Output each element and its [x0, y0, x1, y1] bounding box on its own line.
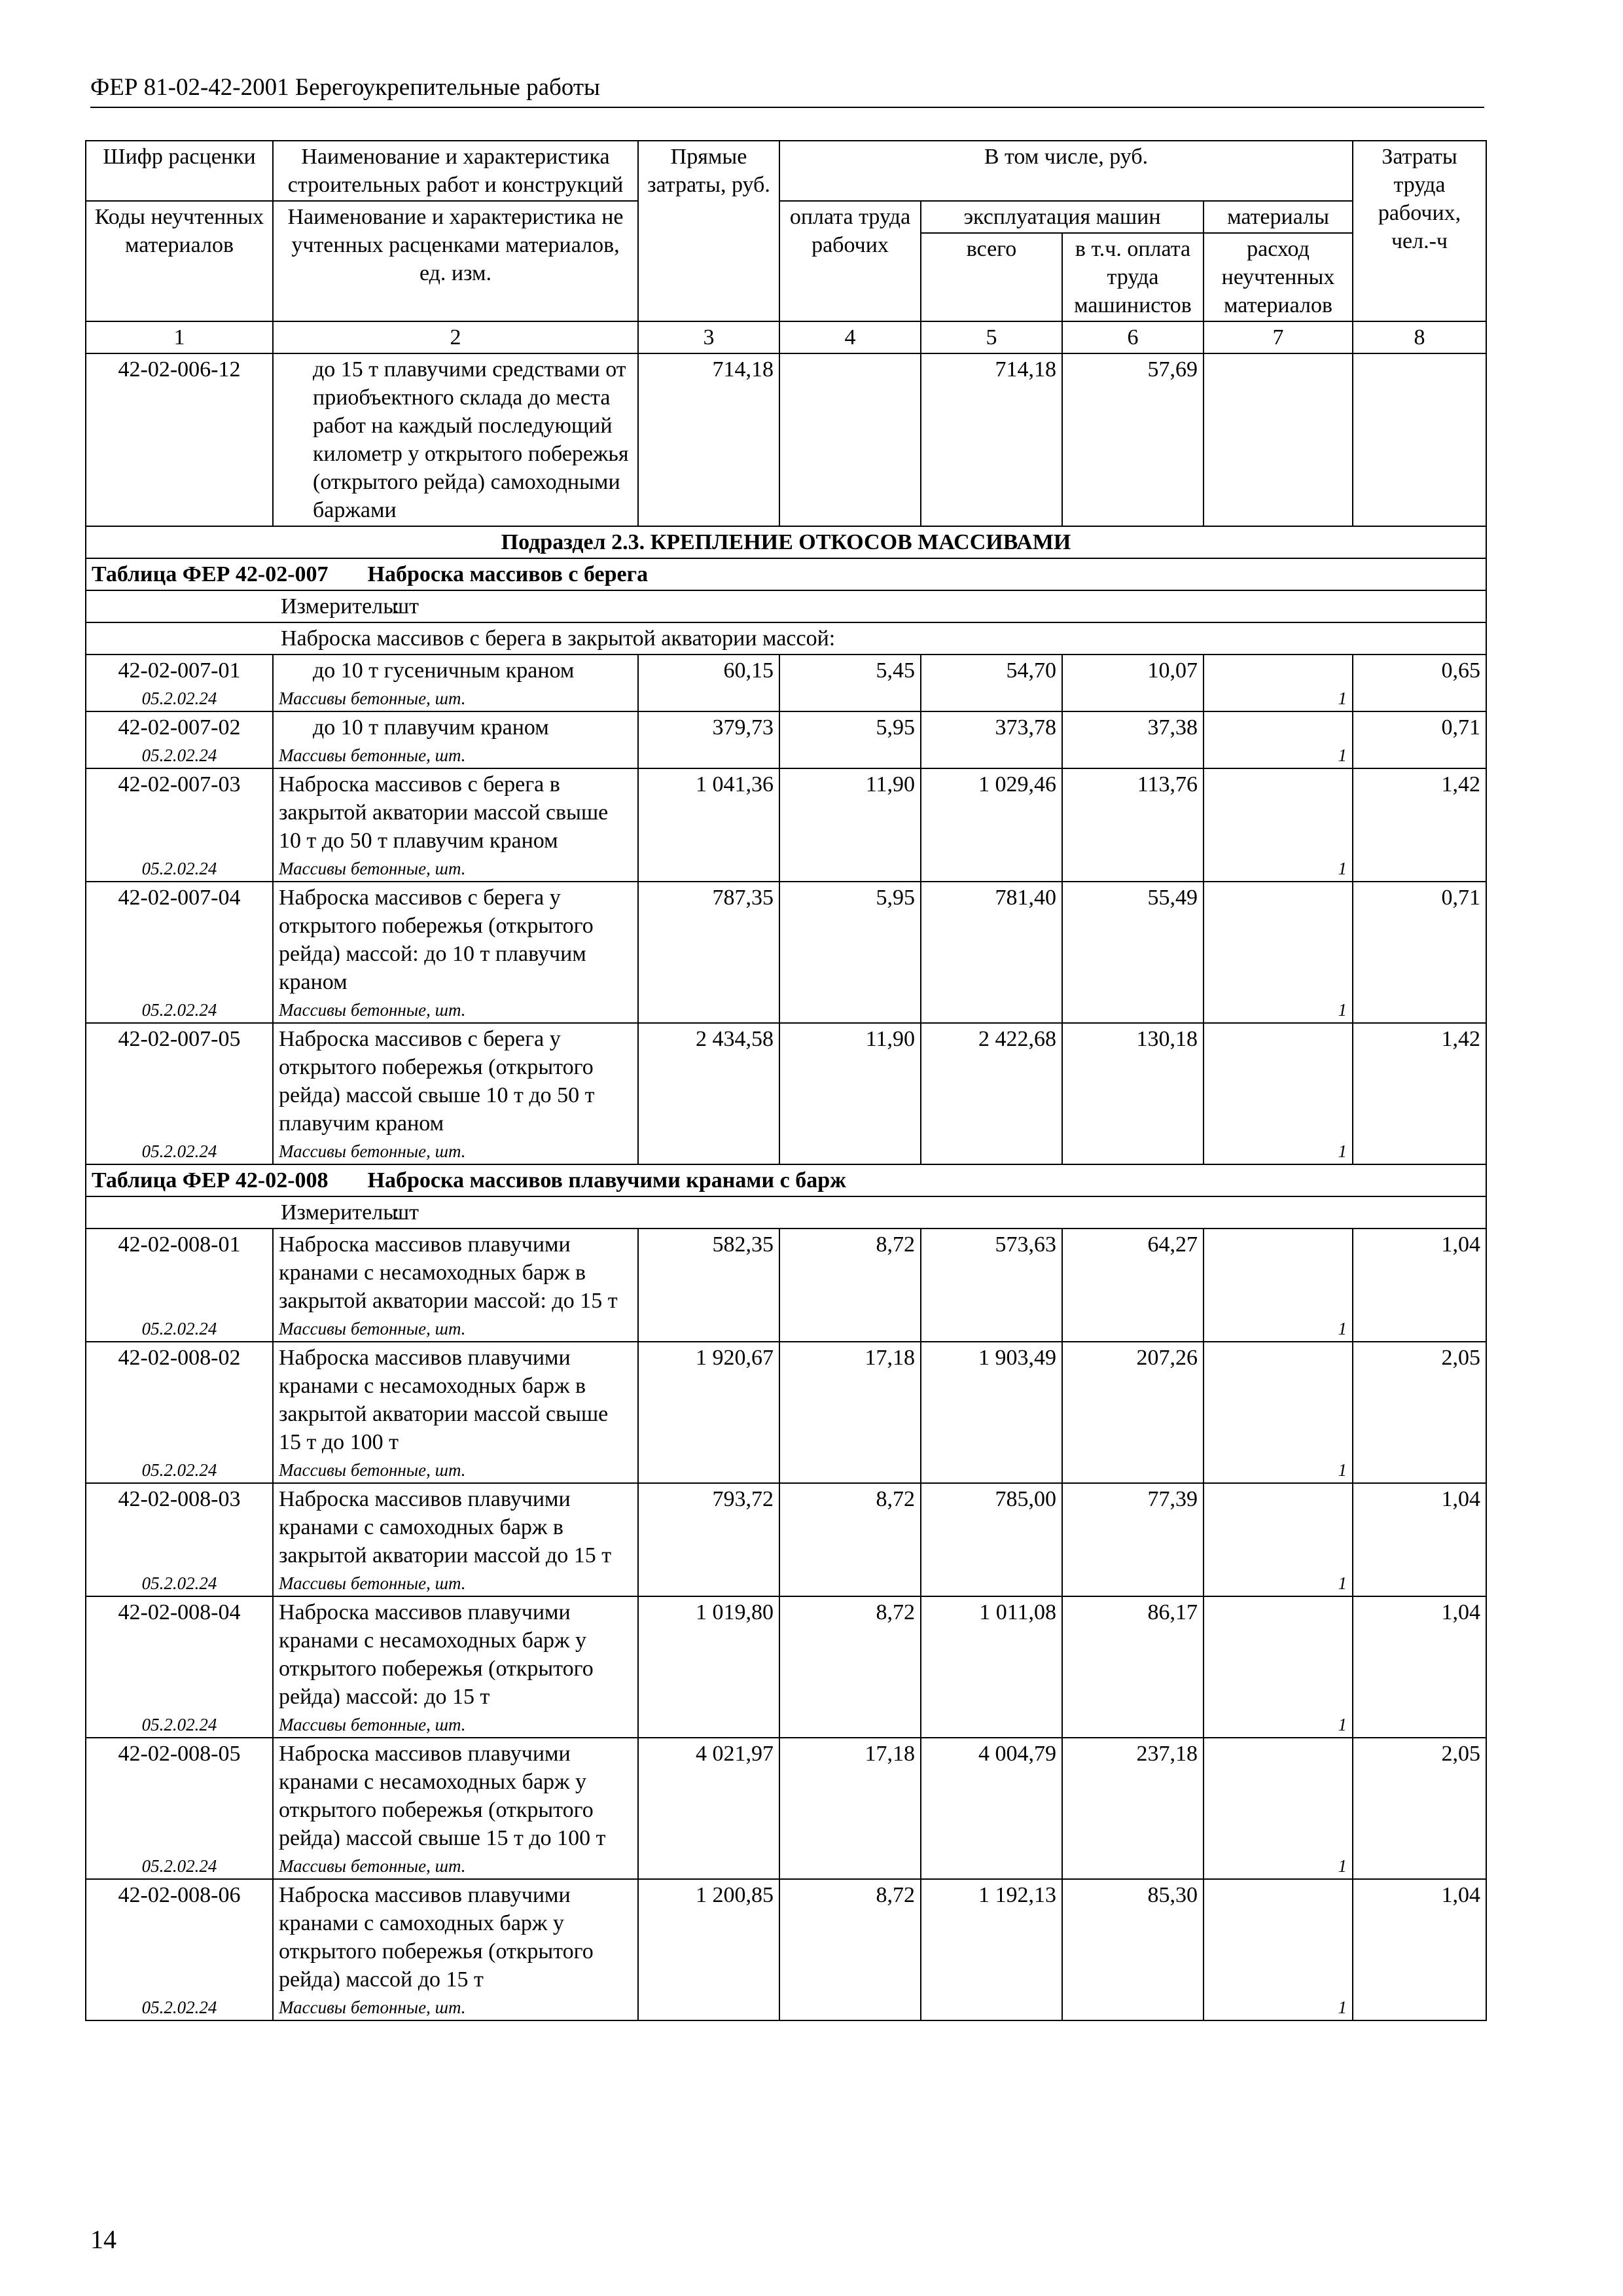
header-consumption: расход неучтенных материалов — [1204, 233, 1353, 321]
rate-code: 42-02-008-03 — [86, 1483, 273, 1571]
measure-spacer — [86, 1196, 273, 1229]
page-number: 14 — [90, 2225, 116, 2254]
table-008-measure — [273, 1196, 1486, 1229]
rate-hours — [1353, 353, 1486, 526]
rate-direct: 714,18 — [638, 353, 779, 526]
rate-row — [86, 1596, 1486, 1712]
material-name: Массивы бетонные, шт. — [273, 1712, 638, 1738]
material-qty: 1 — [1204, 1229, 1353, 1342]
rate-hours: 0,65 — [1353, 655, 1486, 711]
page-header: ФЕР 81-02-42-2001 Берегоукрепительные работы — [90, 73, 1484, 108]
rate-name: до 10 т плавучим краном — [273, 711, 638, 743]
table-008-name: Наброска массивов плавучими кранами с барж — [367, 1168, 846, 1193]
measure-spacer — [86, 590, 273, 622]
rate-row — [86, 1879, 1486, 1995]
rate-machinists: 237,18 — [1062, 1738, 1204, 1879]
material-qty: 1 — [1204, 1596, 1353, 1738]
rate-machinists: 113,76 — [1062, 768, 1204, 882]
rate-machinists: 10,07 — [1062, 655, 1204, 711]
col-num-4: 4 — [779, 321, 921, 353]
table-007-title-row — [86, 558, 1486, 590]
rate-machinists: 37,38 — [1062, 711, 1204, 768]
rate-machinists: 85,30 — [1062, 1879, 1204, 2020]
rate-name: Наброска массивов с берега в закрытой акватории массой свыше 10 т до 50 т плавучим краном — [273, 768, 638, 856]
rate-machines: 1 029,46 — [921, 768, 1062, 882]
rate-row — [86, 1483, 1486, 1571]
rate-machines: 54,70 — [921, 655, 1062, 711]
rate-machinists: 207,26 — [1062, 1342, 1204, 1483]
rate-row — [86, 882, 1486, 997]
material-code: 05.2.02.24 — [86, 1571, 273, 1596]
material-qty: 1 — [1204, 1023, 1353, 1164]
header-total: всего — [921, 233, 1062, 321]
rate-machines: 1 903,49 — [921, 1342, 1062, 1483]
material-code: 05.2.02.24 — [86, 743, 273, 768]
rate-name: Наброска массивов с берега у открытого побережья (открытого рейда) массой: до 10 т плавучим краном — [273, 882, 638, 997]
rate-machines: 781,40 — [921, 882, 1062, 1023]
rate-code: 42-02-008-04 — [86, 1596, 273, 1712]
material-code: 05.2.02.24 — [86, 997, 273, 1023]
table-008-title — [86, 1164, 1486, 1196]
rate-machines: 1 192,13 — [921, 1879, 1062, 2020]
material-qty: 1 — [1204, 1879, 1353, 2020]
rate-direct: 2 434,58 — [638, 1023, 779, 1164]
table-007-measure-row — [86, 590, 1486, 622]
rate-labor: 5,45 — [779, 655, 921, 711]
rate-machinists: 64,27 — [1062, 1229, 1204, 1342]
material-name: Массивы бетонные, шт. — [273, 1458, 638, 1483]
table-007-name: Наброска массивов с берега — [367, 562, 649, 586]
rate-row — [86, 1342, 1486, 1458]
col-num-1: 1 — [86, 321, 273, 353]
material-qty: 1 — [1204, 655, 1353, 711]
header-incl: В том числе, руб. — [779, 141, 1353, 201]
rate-name: Наброска массивов с берега у открытого побережья (открытого рейда) массой свыше 10 т до 50 т плавучим краном — [273, 1023, 638, 1139]
table-007-group-title: Наброска массивов с берега в закрытой акватории массой: — [273, 622, 1486, 655]
material-code: 05.2.02.24 — [86, 1712, 273, 1738]
material-qty: 1 — [1204, 711, 1353, 768]
material-qty: 1 — [1204, 1738, 1353, 1879]
rate-name: Наброска массивов плавучими кранами с несамоходных барж в закрытой акватории массой свыше 15 т до 100 т — [273, 1342, 638, 1458]
table-007-group-row — [86, 622, 1486, 655]
material-code: 05.2.02.24 — [86, 856, 273, 882]
rate-hours: 0,71 — [1353, 711, 1486, 768]
rate-machines: 573,63 — [921, 1229, 1062, 1342]
material-name: Массивы бетонные, шт. — [273, 1995, 638, 2020]
header-direct: Прямые затраты, руб. — [638, 141, 779, 321]
rate-labor: 5,95 — [779, 711, 921, 768]
rate-hours: 2,05 — [1353, 1738, 1486, 1879]
header-row-2 — [86, 201, 1486, 233]
measure-label: Измеритель: — [281, 594, 400, 619]
rate-name: Наброска массивов плавучими кранами с самоходных барж в закрытой акватории массой до 15 т — [273, 1483, 638, 1571]
rate-name: Наброска массивов плавучими кранами с самоходных барж у открытого побережья (открытого рейда) массой до 15 т — [273, 1879, 638, 1995]
material-qty: 1 — [1204, 882, 1353, 1023]
rate-code: 42-02-008-05 — [86, 1738, 273, 1854]
rate-row — [86, 655, 1486, 686]
rate-code: 42-02-007-01 — [86, 655, 273, 686]
material-qty: 1 — [1204, 768, 1353, 882]
rate-name: до 10 т гусеничным краном — [273, 655, 638, 686]
table-007-code: Таблица ФЕР 42-02-007 — [92, 562, 329, 586]
rate-code: 42-02-008-06 — [86, 1879, 273, 1995]
table-007-measure — [273, 590, 1486, 622]
rate-machines: 2 422,68 — [921, 1023, 1062, 1164]
rate-hours: 1,04 — [1353, 1879, 1486, 2020]
header-labor-pay: оплата труда рабочих — [779, 201, 921, 321]
material-name: Массивы бетонные, шт. — [273, 1316, 638, 1342]
measure-unit: шт — [392, 1200, 419, 1225]
material-qty: 1 — [1204, 1483, 1353, 1596]
rate-hours: 1,04 — [1353, 1229, 1486, 1342]
col-num-8: 8 — [1353, 321, 1486, 353]
table-008-measure-row — [86, 1196, 1486, 1229]
rate-machinists: 77,39 — [1062, 1483, 1204, 1596]
rate-hours: 1,42 — [1353, 768, 1486, 882]
rate-direct: 582,35 — [638, 1229, 779, 1342]
rate-machines: 714,18 — [921, 353, 1062, 526]
rate-hours: 1,04 — [1353, 1596, 1486, 1738]
material-code: 05.2.02.24 — [86, 1316, 273, 1342]
rate-direct: 1 019,80 — [638, 1596, 779, 1738]
subsection-row — [86, 526, 1486, 558]
rate-name: Наброска массивов плавучими кранами с несамоходных барж у открытого побережья (открытого рейда) массой: до 15 т — [273, 1596, 638, 1712]
rate-labor: 8,72 — [779, 1596, 921, 1738]
header-materials: материалы — [1204, 201, 1353, 233]
material-code: 05.2.02.24 — [86, 1458, 273, 1483]
rate-labor: 17,18 — [779, 1738, 921, 1879]
rate-labor: 5,95 — [779, 882, 921, 1023]
rate-direct: 787,35 — [638, 882, 779, 1023]
material-name: Массивы бетонные, шт. — [273, 997, 638, 1023]
rate-hours: 0,71 — [1353, 882, 1486, 1023]
col-num-7: 7 — [1204, 321, 1353, 353]
rate-labor: 17,18 — [779, 1342, 921, 1483]
col-num-2: 2 — [273, 321, 638, 353]
rate-code: 42-02-007-03 — [86, 768, 273, 856]
header-labor-cost: Затраты труда рабочих, чел.-ч — [1353, 141, 1486, 321]
rate-direct: 1 920,67 — [638, 1342, 779, 1483]
material-qty: 1 — [1204, 1342, 1353, 1483]
rate-hours: 1,04 — [1353, 1483, 1486, 1596]
material-code: 05.2.02.24 — [86, 1995, 273, 2020]
material-name: Массивы бетонные, шт. — [273, 743, 638, 768]
rate-code: 42-02-007-02 — [86, 711, 273, 743]
rate-machines: 1 011,08 — [921, 1596, 1062, 1738]
column-numbers-row — [86, 321, 1486, 353]
material-name: Массивы бетонные, шт. — [273, 1571, 638, 1596]
rate-row — [86, 1229, 1486, 1316]
col-num-3: 3 — [638, 321, 779, 353]
rate-materials — [1204, 353, 1353, 526]
rate-labor: 8,72 — [779, 1229, 921, 1342]
table-008-code: Таблица ФЕР 42-02-008 — [92, 1168, 329, 1193]
col-num-6: 6 — [1062, 321, 1204, 353]
rate-machines: 4 004,79 — [921, 1738, 1062, 1879]
rate-row — [86, 1023, 1486, 1139]
rate-direct: 793,72 — [638, 1483, 779, 1596]
rate-labor: 8,72 — [779, 1483, 921, 1596]
rate-code: 42-02-007-05 — [86, 1023, 273, 1139]
rate-machinists: 86,17 — [1062, 1596, 1204, 1738]
rate-direct: 1 041,36 — [638, 768, 779, 882]
rate-name: Наброска массивов плавучими кранами с несамоходных барж в закрытой акватории массой: до 15 т — [273, 1229, 638, 1316]
rate-labor — [779, 353, 921, 526]
rate-direct: 379,73 — [638, 711, 779, 768]
table-008-title-row — [86, 1164, 1486, 1196]
rate-code: 42-02-008-01 — [86, 1229, 273, 1316]
material-name: Массивы бетонные, шт. — [273, 1139, 638, 1164]
rate-machinists: 55,49 — [1062, 882, 1204, 1023]
measure-unit: шт — [392, 594, 419, 619]
rate-name: до 15 т плавучими средствами от приобъектного склада до места работ на каждый последующий километр у открытого побережья (открытого рейда) самоходными баржами — [273, 353, 638, 526]
group-spacer — [86, 622, 273, 655]
rate-machines: 785,00 — [921, 1483, 1062, 1596]
rate-labor: 8,72 — [779, 1879, 921, 2020]
rate-name: Наброска массивов плавучими кранами с несамоходных барж у открытого побережья (открытого рейда) массой свыше 15 т до 100 т — [273, 1738, 638, 1854]
material-name: Массивы бетонные, шт. — [273, 1854, 638, 1879]
header-shifr: Шифр расценки — [86, 141, 273, 201]
rate-row — [86, 768, 1486, 856]
header-row-1 — [86, 141, 1486, 201]
col-num-5: 5 — [921, 321, 1062, 353]
rate-machinists: 57,69 — [1062, 353, 1204, 526]
measure-label: Измеритель: — [281, 1200, 400, 1225]
rate-row — [86, 1738, 1486, 1854]
rate-code: 42-02-008-02 — [86, 1342, 273, 1458]
header-incl-pay: в т.ч. оплата труда машинистов — [1062, 233, 1204, 321]
rate-direct: 4 021,97 — [638, 1738, 779, 1879]
header-machines: эксплуатация машин — [921, 201, 1204, 233]
rates-table — [85, 140, 1487, 2021]
material-code: 05.2.02.24 — [86, 1854, 273, 1879]
rate-code: 42-02-006-12 — [86, 353, 273, 526]
rate-hours: 2,05 — [1353, 1342, 1486, 1483]
rate-hours: 1,42 — [1353, 1023, 1486, 1164]
material-name: Массивы бетонные, шт. — [273, 856, 638, 882]
header-name2: Наименование и характеристика не учтенных расценками материалов, ед. изм. — [273, 201, 638, 321]
material-code: 05.2.02.24 — [86, 1139, 273, 1164]
material-name: Массивы бетонные, шт. — [273, 686, 638, 711]
rate-direct: 60,15 — [638, 655, 779, 711]
subsection-title: Подраздел 2.3. КРЕПЛЕНИЕ ОТКОСОВ МАССИВАМИ — [86, 526, 1486, 558]
rate-machinists: 130,18 — [1062, 1023, 1204, 1164]
rate-row-prev — [86, 353, 1486, 526]
rate-labor: 11,90 — [779, 768, 921, 882]
rate-row — [86, 711, 1486, 743]
table-007-title — [86, 558, 1486, 590]
rate-direct: 1 200,85 — [638, 1879, 779, 2020]
rate-labor: 11,90 — [779, 1023, 921, 1164]
rate-machines: 373,78 — [921, 711, 1062, 768]
header-codes: Коды неучтенных материалов — [86, 201, 273, 321]
header-name: Наименование и характеристика строительных работ и конструкций — [273, 141, 638, 201]
rate-code: 42-02-007-04 — [86, 882, 273, 997]
material-code: 05.2.02.24 — [86, 686, 273, 711]
